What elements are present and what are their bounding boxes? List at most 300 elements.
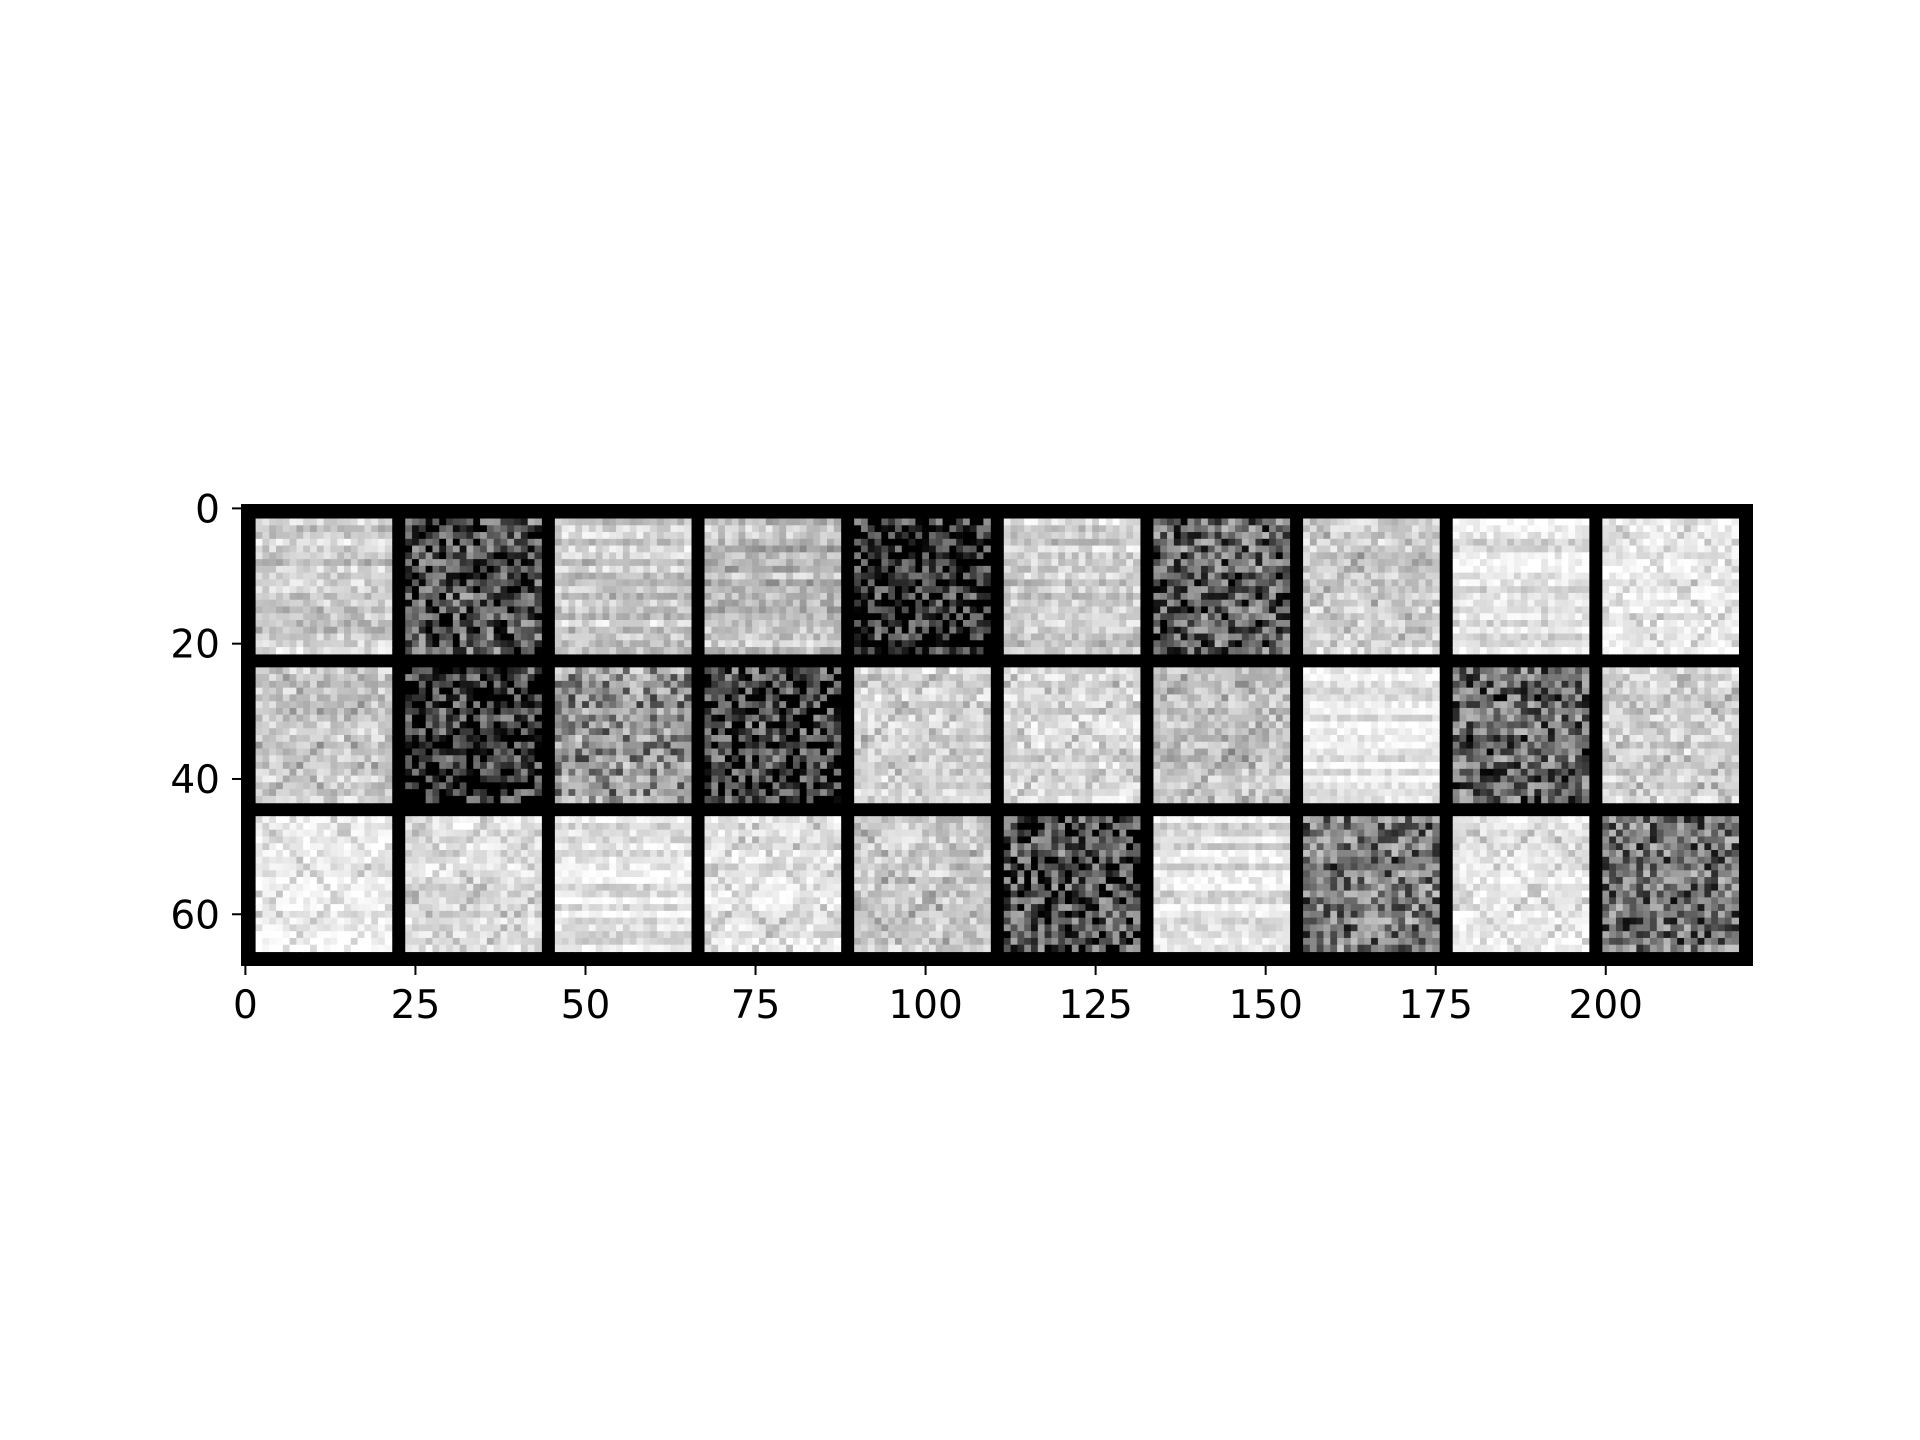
image-pixel — [528, 546, 535, 553]
image-pixel — [310, 694, 317, 701]
image-pixel — [1684, 593, 1691, 600]
image-pixel — [1528, 647, 1535, 654]
image-pixel — [378, 694, 385, 701]
image-pixel — [1235, 606, 1242, 613]
image-pixel — [664, 674, 671, 681]
image-pixel — [1181, 606, 1188, 613]
image-pixel — [854, 559, 861, 566]
image-pixel — [317, 620, 324, 627]
image-pixel — [949, 519, 956, 526]
image-pixel — [1194, 634, 1201, 641]
image-pixel — [1670, 579, 1677, 586]
image-pixel — [664, 546, 671, 553]
image-pixel — [1392, 525, 1399, 532]
image-pixel — [936, 566, 943, 573]
image-pixel — [671, 579, 678, 586]
image-pixel — [1160, 627, 1167, 634]
image-pixel — [929, 532, 936, 539]
image-pixel — [963, 627, 970, 634]
image-pixel — [358, 701, 365, 708]
image-pixel — [446, 613, 453, 620]
image-pixel — [378, 674, 385, 681]
image-pixel — [364, 539, 371, 546]
image-pixel — [936, 600, 943, 607]
image-pixel — [344, 769, 351, 776]
image-pixel — [1718, 606, 1725, 613]
image-pixel — [888, 559, 895, 566]
image-pixel — [317, 715, 324, 722]
image-pixel — [466, 640, 473, 647]
image-pixel — [1167, 586, 1174, 593]
image-pixel — [1725, 539, 1732, 546]
image-pixel — [290, 667, 297, 674]
image-pixel — [820, 627, 827, 634]
image-pixel — [1119, 640, 1126, 647]
image-pixel — [1514, 579, 1521, 586]
image-pixel — [1153, 593, 1160, 600]
image-pixel — [881, 579, 888, 586]
image-pixel — [1208, 634, 1215, 641]
image-pixel — [1255, 593, 1262, 600]
image-pixel — [943, 559, 950, 566]
image-pixel — [378, 620, 385, 627]
image-pixel — [514, 559, 521, 566]
image-pixel — [364, 606, 371, 613]
image-pixel — [766, 579, 773, 586]
image-pixel — [596, 667, 603, 674]
image-pixel — [956, 566, 963, 573]
image-pixel — [1698, 620, 1705, 627]
image-pixel — [786, 640, 793, 647]
image-pixel — [1453, 586, 1460, 593]
image-pixel — [344, 694, 351, 701]
image-pixel — [637, 627, 644, 634]
image-pixel — [385, 742, 392, 749]
image-pixel — [1480, 539, 1487, 546]
image-pixel — [1167, 546, 1174, 553]
image-pixel — [337, 667, 344, 674]
image-pixel — [351, 728, 358, 735]
image-pixel — [1514, 546, 1521, 553]
image-pixel — [1555, 525, 1562, 532]
image-pixel — [514, 566, 521, 573]
image-pixel — [276, 573, 283, 580]
image-pixel — [1187, 546, 1194, 553]
image-pixel — [534, 708, 541, 715]
image-pixel — [827, 546, 834, 553]
image-pixel — [888, 532, 895, 539]
image-pixel — [1058, 546, 1065, 553]
image-pixel — [568, 613, 575, 620]
image-pixel — [609, 667, 616, 674]
image-pixel — [711, 634, 718, 641]
image-pixel — [1426, 620, 1433, 627]
image-pixel — [521, 667, 528, 674]
image-pixel — [1174, 640, 1181, 647]
image-pixel — [1684, 546, 1691, 553]
image-pixel — [1119, 600, 1126, 607]
image-pixel — [473, 559, 480, 566]
image-tile-r1-c0 — [256, 667, 393, 803]
image-pixel — [303, 755, 310, 762]
image-pixel — [1126, 566, 1133, 573]
image-pixel — [1630, 546, 1637, 553]
image-pixel — [1704, 532, 1711, 539]
image-pixel — [419, 667, 426, 674]
image-pixel — [344, 634, 351, 641]
image-pixel — [956, 552, 963, 559]
image-pixel — [630, 640, 637, 647]
image-pixel — [371, 674, 378, 681]
image-pixel — [725, 579, 732, 586]
image-pixel — [1249, 620, 1256, 627]
image-pixel — [1119, 552, 1126, 559]
image-pixel — [745, 640, 752, 647]
image-pixel — [514, 749, 521, 756]
image-pixel — [487, 552, 494, 559]
image-pixel — [1181, 519, 1188, 526]
image-pixel — [718, 532, 725, 539]
image-pixel — [1215, 640, 1222, 647]
image-pixel — [1065, 647, 1072, 654]
image-pixel — [1283, 519, 1290, 526]
image-pixel — [296, 620, 303, 627]
image-pixel — [1623, 620, 1630, 627]
image-pixel — [555, 701, 562, 708]
image-pixel — [650, 579, 657, 586]
image-pixel — [555, 620, 562, 627]
image-pixel — [745, 559, 752, 566]
image-pixel — [1126, 525, 1133, 532]
image-pixel — [732, 559, 739, 566]
image-pixel — [1269, 634, 1276, 641]
image-pixel — [1058, 559, 1065, 566]
image-pixel — [745, 620, 752, 627]
image-pixel — [1187, 647, 1194, 654]
image-pixel — [337, 566, 344, 573]
image-pixel — [1072, 559, 1079, 566]
image-pixel — [1630, 573, 1637, 580]
image-pixel — [1113, 620, 1120, 627]
image-pixel — [630, 593, 637, 600]
image-pixel — [1657, 613, 1664, 620]
image-pixel — [507, 681, 514, 688]
image-pixel — [317, 532, 324, 539]
image-pixel — [915, 552, 922, 559]
image-pixel — [1691, 627, 1698, 634]
image-pixel — [296, 782, 303, 789]
image-pixel — [432, 674, 439, 681]
image-pixel — [521, 559, 528, 566]
image-pixel — [460, 735, 467, 742]
image-pixel — [317, 606, 324, 613]
image-pixel — [759, 566, 766, 573]
image-pixel — [337, 789, 344, 796]
image-pixel — [1221, 606, 1228, 613]
image-pixel — [1460, 525, 1467, 532]
image-pixel — [1704, 600, 1711, 607]
image-pixel — [1092, 525, 1099, 532]
image-pixel — [358, 735, 365, 742]
image-pixel — [568, 606, 575, 613]
image-pixel — [337, 762, 344, 769]
image-pixel — [494, 519, 501, 526]
image-pixel — [1378, 640, 1385, 647]
image-pixel — [1187, 640, 1194, 647]
image-pixel — [426, 579, 433, 586]
image-pixel — [732, 525, 739, 532]
image-pixel — [426, 525, 433, 532]
image-pixel — [1657, 552, 1664, 559]
image-pixel — [1385, 519, 1392, 526]
image-pixel — [330, 613, 337, 620]
image-pixel — [1568, 620, 1575, 627]
image-tile-r0-c1 — [405, 519, 542, 655]
image-pixel — [1031, 647, 1038, 654]
image-pixel — [1283, 613, 1290, 620]
image-pixel — [616, 694, 623, 701]
image-pixel — [637, 573, 644, 580]
image-pixel — [684, 721, 691, 728]
image-pixel — [507, 708, 514, 715]
image-pixel — [759, 640, 766, 647]
image-pixel — [895, 559, 902, 566]
image-pixel — [262, 627, 269, 634]
image-pixel — [705, 586, 712, 593]
image-pixel — [378, 776, 385, 783]
image-pixel — [1269, 613, 1276, 620]
image-pixel — [1004, 606, 1011, 613]
image-pixel — [405, 593, 412, 600]
image-pixel — [534, 782, 541, 789]
image-pixel — [1038, 525, 1045, 532]
image-pixel — [1426, 613, 1433, 620]
image-pixel — [256, 647, 263, 654]
image-pixel — [378, 525, 385, 532]
image-pixel — [705, 525, 712, 532]
image-pixel — [922, 559, 929, 566]
image-pixel — [643, 532, 650, 539]
image-pixel — [922, 613, 929, 620]
image-pixel — [868, 579, 875, 586]
image-pixel — [677, 606, 684, 613]
image-pixel — [351, 539, 358, 546]
image-pixel — [1310, 613, 1317, 620]
image-pixel — [1031, 532, 1038, 539]
image-pixel — [426, 593, 433, 600]
image-pixel — [786, 586, 793, 593]
image-pixel — [1507, 539, 1514, 546]
image-pixel — [779, 559, 786, 566]
image-pixel — [1011, 586, 1018, 593]
image-pixel — [1167, 532, 1174, 539]
image-pixel — [1630, 600, 1637, 607]
image-pixel — [637, 579, 644, 586]
image-pixel — [568, 667, 575, 674]
image-pixel — [358, 728, 365, 735]
image-pixel — [671, 613, 678, 620]
image-pixel — [677, 552, 684, 559]
image-pixel — [1568, 573, 1575, 580]
image-pixel — [1684, 566, 1691, 573]
image-pixel — [480, 755, 487, 762]
image-pixel — [324, 559, 331, 566]
image-pixel — [1528, 613, 1535, 620]
image-pixel — [480, 647, 487, 654]
image-pixel — [1487, 566, 1494, 573]
image-pixel — [915, 566, 922, 573]
image-pixel — [1215, 559, 1222, 566]
image-pixel — [1024, 525, 1031, 532]
image-pixel — [358, 789, 365, 796]
image-pixel — [330, 742, 337, 749]
image-pixel — [453, 606, 460, 613]
image-pixel — [949, 573, 956, 580]
image-pixel — [868, 613, 875, 620]
image-pixel — [929, 586, 936, 593]
image-pixel — [902, 559, 909, 566]
image-pixel — [385, 789, 392, 796]
image-pixel — [1276, 519, 1283, 526]
image-pixel — [507, 634, 514, 641]
image-tile-r0-c3 — [705, 519, 842, 655]
image-pixel — [1038, 593, 1045, 600]
image-pixel — [426, 546, 433, 553]
image-pixel — [385, 755, 392, 762]
image-pixel — [514, 742, 521, 749]
image-pixel — [1011, 600, 1018, 607]
image-pixel — [487, 742, 494, 749]
image-pixel — [1058, 600, 1065, 607]
image-pixel — [868, 586, 875, 593]
image-pixel — [664, 701, 671, 708]
image-pixel — [534, 634, 541, 641]
image-pixel — [623, 627, 630, 634]
image-pixel — [1460, 613, 1467, 620]
image-pixel — [310, 566, 317, 573]
image-pixel — [1718, 566, 1725, 573]
image-pixel — [820, 519, 827, 526]
image-pixel — [269, 566, 276, 573]
image-pixel — [473, 681, 480, 688]
image-pixel — [1017, 627, 1024, 634]
image-pixel — [1031, 613, 1038, 620]
image-pixel — [1310, 519, 1317, 526]
image-pixel — [426, 640, 433, 647]
image-pixel — [943, 539, 950, 546]
image-pixel — [514, 586, 521, 593]
image-pixel — [582, 532, 589, 539]
image-pixel — [820, 525, 827, 532]
image-pixel — [568, 586, 575, 593]
image-pixel — [793, 613, 800, 620]
image-pixel — [807, 546, 814, 553]
image-pixel — [1636, 606, 1643, 613]
image-pixel — [385, 600, 392, 607]
image-pixel — [1691, 552, 1698, 559]
image-pixel — [745, 552, 752, 559]
image-pixel — [446, 688, 453, 695]
image-pixel — [603, 573, 610, 580]
image-pixel — [283, 600, 290, 607]
image-pixel — [1337, 566, 1344, 573]
image-pixel — [528, 694, 535, 701]
image-pixel — [1725, 613, 1732, 620]
image-pixel — [1657, 634, 1664, 641]
image-pixel — [1602, 634, 1609, 641]
image-pixel — [1725, 600, 1732, 607]
image-pixel — [487, 586, 494, 593]
image-pixel — [786, 519, 793, 526]
image-pixel — [480, 559, 487, 566]
image-pixel — [1711, 566, 1718, 573]
image-pixel — [371, 762, 378, 769]
image-pixel — [745, 593, 752, 600]
image-pixel — [337, 532, 344, 539]
image-pixel — [568, 620, 575, 627]
image-pixel — [303, 667, 310, 674]
image-tile-r1-c1 — [405, 667, 542, 803]
image-pixel — [269, 715, 276, 722]
image-pixel — [677, 640, 684, 647]
image-pixel — [1126, 579, 1133, 586]
image-pixel — [1698, 539, 1705, 546]
image-pixel — [752, 539, 759, 546]
image-pixel — [1487, 634, 1494, 641]
image-pixel — [500, 613, 507, 620]
image-pixel — [521, 789, 528, 796]
image-pixel — [650, 715, 657, 722]
image-pixel — [1174, 627, 1181, 634]
image-pixel — [963, 620, 970, 627]
image-pixel — [895, 525, 902, 532]
image-pixel — [779, 627, 786, 634]
image-pixel — [344, 755, 351, 762]
image-pixel — [269, 606, 276, 613]
image-pixel — [480, 789, 487, 796]
image-pixel — [534, 579, 541, 586]
image-pixel — [800, 552, 807, 559]
image-pixel — [1453, 613, 1460, 620]
image-pixel — [936, 627, 943, 634]
image-pixel — [1072, 640, 1079, 647]
image-pixel — [1194, 519, 1201, 526]
image-pixel — [786, 600, 793, 607]
image-pixel — [1255, 573, 1262, 580]
image-pixel — [534, 674, 541, 681]
image-pixel — [1283, 634, 1290, 641]
image-pixel — [344, 742, 351, 749]
image-pixel — [1099, 606, 1106, 613]
image-pixel — [609, 539, 616, 546]
image-pixel — [875, 579, 882, 586]
image-pixel — [1181, 546, 1188, 553]
image-pixel — [303, 613, 310, 620]
image-pixel — [909, 532, 916, 539]
image-pixel — [310, 559, 317, 566]
image-pixel — [1732, 613, 1739, 620]
image-pixel — [1106, 579, 1113, 586]
image-pixel — [1480, 546, 1487, 553]
image-pixel — [711, 586, 718, 593]
image-pixel — [562, 546, 569, 553]
image-pixel — [500, 620, 507, 627]
image-pixel — [473, 708, 480, 715]
image-pixel — [1718, 586, 1725, 593]
image-pixel — [1072, 579, 1079, 586]
image-pixel — [426, 586, 433, 593]
image-pixel — [929, 593, 936, 600]
